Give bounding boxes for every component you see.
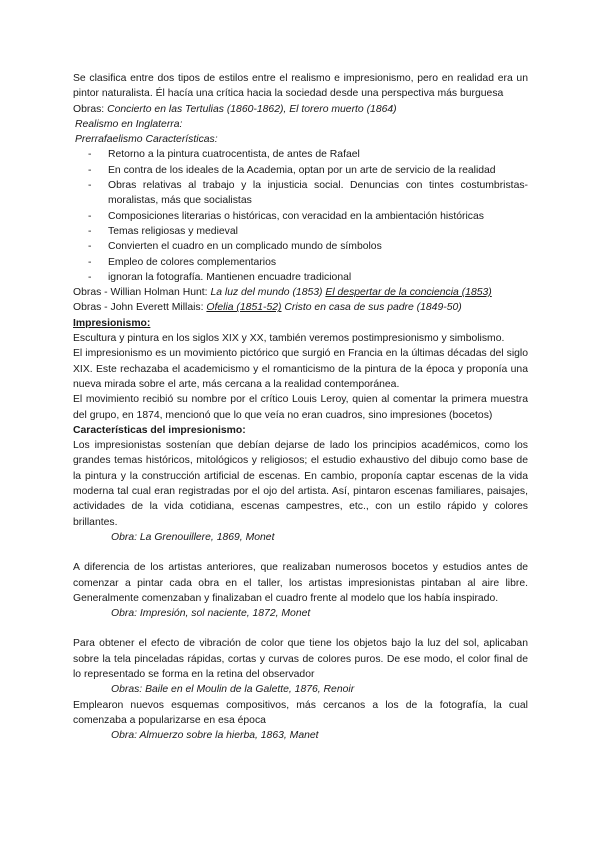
spacer [73, 545, 528, 560]
impresionismo-title: Impresionismo: [73, 317, 151, 329]
impresionismo-p1: Escultura y pintura en los siglos XIX y XX, también veremos postimpresionismo y simbolismo. [73, 333, 505, 345]
impresionismo-p4: Los impresionistas sostenían que debían dejarse de lado los principios académicos, como los grandes temas históricos, mitológicos y religiosos; el estudio exhaustivo del dibujo como base de la pintura y la construcción artificial de escenas. En cambio, proponía captar escenas de la vida moderna tal cual eran registradas por el ojo del artista. Así, pintaron escenas familiares, paisajes, actividades de la vida cotidiana, escenas campestres, etc., con un estilo rápido y colores brillantes. [73, 440, 528, 528]
impresionismo-p2: El impresionismo es un movimiento pictórico que surgió en Francia en la últimas décadas del siglo XIX. Este rechazaba el academicismo y el romanticismo de la pintura de la época y proponía una nueva mirada sobre el arte, más cercana a la realidad contemporánea. [73, 348, 528, 390]
obras-millais-line [73, 300, 528, 315]
document-page [73, 71, 528, 743]
intro-obras [73, 102, 528, 117]
list-item: - Convierten el cuadro en un complicado mundo de símbolos [73, 239, 528, 254]
list-item: - Retorno a la pintura cuatrocentista, de antes de Rafael [73, 147, 528, 162]
obras-hunt-prefix: Obras - Willian Holman Hunt: [73, 287, 208, 299]
hunt-work-1: La luz del mundo (1853) [210, 287, 323, 299]
intro-paragraph: Se clasifica entre dos tipos de estilos entre el realismo e impresionismo, pero en realidad era un pintor naturalista. Él hacía una crítica hacia la sociedad desde una perspectiva más burguesa [73, 73, 528, 100]
list-item: - ignoran la fotografía. Mantienen encuadre tradicional [73, 270, 528, 285]
list-item: - Obras relativas al trabajo y la injusticia social. Denuncias con tintes costumbristas-moralistas, más que socialistas [73, 178, 528, 209]
caracteristicas-title: Características del impresionismo: [73, 424, 246, 436]
impresionismo-p3: El movimiento recibió su nombre por el crítico Louis Leroy, quien al comentar la primera muestra del grupo, en 1874, mencionó que lo que veía no eran cuadros, sino impresiones (bocetos) [73, 394, 528, 421]
impresionismo-p5: A diferencia de los artistas anteriores, que realizaban numerosos bocetos y estudios antes de comenzar a pintar cada obra en el taller, los artistas impresionistas pintaban al aire libre. Generalmente comenzaban y finalizaban el cuadro frente al modelo que los había inspirado. [73, 562, 528, 604]
millais-work-1: Ofelia (1851-52) [206, 302, 282, 314]
obra-caption-1: Obra: La Grenouillere, 1869, Monet [111, 531, 275, 543]
list-item: - Empleo de colores complementarios [73, 255, 528, 270]
impresionismo-p6: Para obtener el efecto de vibración de color que tiene los objetos bajo la luz del sol, aplicaban sobre la tela pinceladas rápidas, cortas y curvas de colores puros. De ese modo, el color final de lo representado se forma en la retina del observador [73, 638, 528, 680]
list-item: - Composiciones literarias o históricas, con veracidad en la ambientación históricas [73, 209, 528, 224]
list-item: - En contra de los ideales de la Academia, optan por un arte de servicio de la realidad [73, 163, 528, 178]
hunt-work-2: El despertar de la conciencia (1853) [325, 287, 492, 299]
prerrafaelismo-heading: Prerrafaelismo Características: [75, 134, 218, 146]
list-item: - Temas religiosas y medieval [73, 224, 528, 239]
realismo-inglaterra-heading: Realismo en Inglaterra: [75, 118, 183, 130]
obra-caption-4: Obra: Almuerzo sobre la hierba, 1863, Manet [111, 730, 319, 742]
millais-work-2: Cristo en casa de sus padre (1849-50) [284, 302, 462, 314]
spacer [73, 621, 528, 636]
obra-caption-3: Obras: Baile en el Moulin de la Galette, 1876, Renoir [111, 684, 355, 696]
impresionismo-p7: Emplearon nuevos esquemas compositivos, más cercanos a los de la fotografía, la cual comenzaba a popularizarse en esa época [73, 699, 528, 726]
obras-hunt-line [73, 285, 528, 300]
obras-millais-prefix: Obras - John Everett Millais: [73, 302, 204, 314]
obras-works: Concierto en las Tertulias (1860-1862), El torero muerto (1864) [107, 103, 397, 115]
obra-caption-2: Obra: Impresión, sol naciente, 1872, Monet [111, 608, 311, 620]
prerrafaelismo-list [73, 147, 528, 285]
obras-label: Obras: [73, 103, 105, 115]
